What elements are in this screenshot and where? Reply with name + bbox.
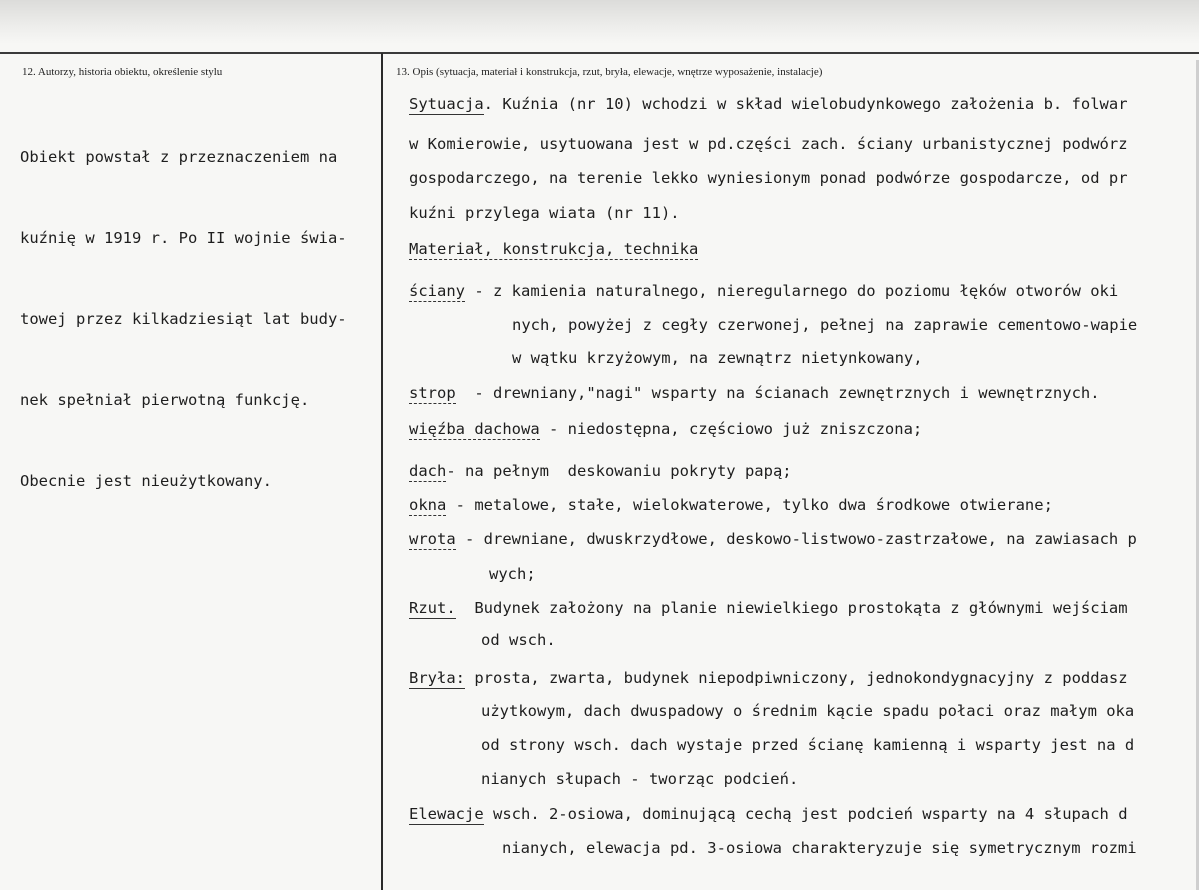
strop-label: strop xyxy=(409,384,456,402)
wiezba-label: więźba dachowa xyxy=(409,420,540,438)
sciany-line-3: w wątku krzyżowym, na zewnątrz nietynkowany, xyxy=(512,349,923,367)
history-line-1: Obiekt powstał z przeznaczeniem na xyxy=(20,148,338,166)
rzut-line-1: Rzut. Budynek założony na planie niewielkiego prostokąta z głównymi wejściam xyxy=(409,599,1128,617)
wrota-line-2: wych; xyxy=(489,565,536,583)
wiezba-line: więźba dachowa - niedostępna, częściowo już zniszczona; xyxy=(409,420,923,438)
dach-label: dach xyxy=(409,462,447,480)
history-line-4: nek spełniał pierwotną funkcję. xyxy=(20,391,310,409)
okna-line: okna - metalowe, stałe, wielokwaterowe, tylko dwa środkowe otwierane; xyxy=(409,496,1053,514)
sytuacja-line-3: gospodarczego, na terenie lekko wyniesionym ponad podwórze gospodarcze, od pr xyxy=(409,169,1128,187)
elewacje-label: Elewacje xyxy=(409,805,484,823)
rzut-label: Rzut. xyxy=(409,599,456,617)
elewacje-line-2: nianych, elewacja pd. 3-osiowa charakteryzuje się symetrycznym rozmi xyxy=(502,839,1137,857)
bryla-line-1: Bryła: prosta, zwarta, budynek niepodpiwniczony, jednokondygnacyjny z poddasz xyxy=(409,669,1128,687)
bryla-line-4: nianych słupach - tworząc podcień. xyxy=(481,770,799,788)
wrota-line-1: wrota - drewniane, dwuskrzydłowe, deskowo-listwowo-zastrzałowe, na zawiasach p xyxy=(409,530,1137,548)
history-line-5: Obecnie jest nieużytkowany. xyxy=(20,472,272,490)
rzut-line-2: od wsch. xyxy=(481,631,556,649)
column-divider xyxy=(381,53,383,890)
sytuacja-line-2: w Komierowie, usytuowana jest w pd.części zach. ściany urbanistycznej podwórz xyxy=(409,135,1128,153)
history-line-2: kuźnię w 1919 r. Po II wojnie świa- xyxy=(20,229,347,247)
okna-label: okna xyxy=(409,496,447,514)
history-text-block xyxy=(20,90,375,522)
sytuacja-label: Sytuacja xyxy=(409,95,484,113)
strop-line: strop - drewniany,"nagi" wsparty na ścianach zewnętrznych i wewnętrznych. xyxy=(409,384,1100,402)
sciany-label: ściany xyxy=(409,282,465,300)
scan-top-band xyxy=(0,0,1199,44)
form-top-rule xyxy=(0,52,1199,54)
material-heading: Materiał, konstrukcja, technika xyxy=(409,240,699,258)
sciany-line-1: ściany - z kamienia naturalnego, nieregularnego do poziomu łęków otworów oki xyxy=(409,282,1119,300)
bryla-line-2: użytkowym, dach dwuspadowy o średnim kącie spadu połaci oraz małym oka xyxy=(481,702,1135,720)
sciany-line-2: nych, powyżej z cegły czerwonej, pełnej na zaprawie cementowo-wapie xyxy=(512,316,1138,334)
elewacje-line-1: Elewacje wsch. 2-osiowa, dominującą cechą jest podcień wsparty na 4 słupach d xyxy=(409,805,1128,823)
history-line-3: towej przez kilkadziesiąt lat budy- xyxy=(20,310,347,328)
section-13-header: 13. Opis (sytuacja, materiał i konstrukcja, rzut, bryła, elewacje, wnętrze wyposażenie, instalacje) xyxy=(396,66,823,78)
sytuacja-line-4: kuźni przylega wiata (nr 11). xyxy=(409,204,680,222)
bryla-line-3: od strony wsch. dach wystaje przed ścianę kamienną i wsparty jest na d xyxy=(481,736,1135,754)
dach-line: dach- na pełnym deskowaniu pokryty papą; xyxy=(409,462,792,480)
bryla-label: Bryła: xyxy=(409,669,465,687)
wrota-label: wrota xyxy=(409,530,456,548)
sytuacja-line-1: Sytuacja. Kuźnia (nr 10) wchodzi w skład wielobudynkowego założenia b. folwar xyxy=(409,95,1128,113)
section-12-header: 12. Autorzy, historia obiektu, określenie stylu xyxy=(22,66,223,78)
